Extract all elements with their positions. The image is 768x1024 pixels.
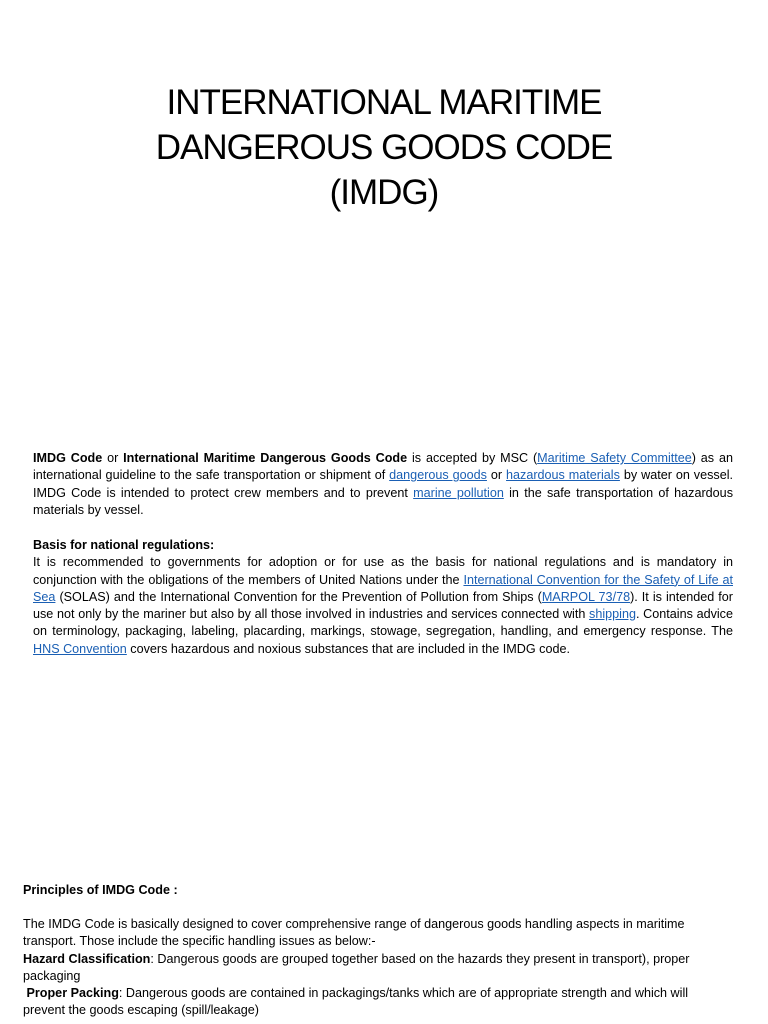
link-hazardous-materials[interactable]: hazardous materials (506, 468, 620, 483)
intro-text: in the safe transportation of hazardous materials by vessel. (33, 485, 733, 517)
principles-heading: Principles of IMDG Code : (23, 883, 178, 897)
link-marine-pollution[interactable]: marine pollution (413, 485, 504, 500)
link-solas[interactable]: International Convention for the Safety of Life at Sea (33, 572, 733, 604)
page-title (0, 80, 768, 215)
hazard-classification-text: : Dangerous goods are grouped together based on the hazards they present in transport), proper packaging (23, 951, 690, 983)
link-marpol[interactable]: MARPOL 73/78 (541, 589, 631, 604)
imdg-code-term: IMDG Code (33, 451, 103, 465)
link-hns-convention[interactable]: HNS Convention (33, 641, 127, 656)
title-line-3: (IMDG) (329, 173, 439, 212)
intro-text: or (486, 468, 507, 483)
basis-text: (SOLAS) and the International Convention for the Prevention of Pollution from Ships ( (55, 589, 542, 604)
basis-section (33, 537, 733, 658)
intro-paragraph (33, 450, 733, 519)
hazard-classification-label: Hazard Classification (23, 951, 151, 966)
intro-text: is accepted by MSC ( (407, 451, 538, 465)
proper-packing-item (23, 985, 723, 1020)
basis-text: covers hazardous and noxious substances that are included in the IMDG code. (126, 641, 570, 656)
basis-heading: Basis for national regulations: (33, 538, 215, 552)
link-maritime-safety-committee[interactable]: Maritime Safety Committee (537, 451, 692, 465)
hazard-classification-item (23, 951, 723, 986)
basis-text: It is recommended to governments for adoption or for use as the basis for national regulations and is mandatory in conjunction with the obligations of the members of United Nations under the (33, 555, 733, 587)
principles-intro: The IMDG Code is basically designed to cover comprehensive range of dangerous goods handling aspects in maritime transport. Those include the specific handling issues as below:- (23, 917, 685, 949)
intro-text: or (102, 451, 124, 465)
link-shipping[interactable]: shipping (589, 607, 636, 622)
basis-paragraph (33, 554, 733, 658)
proper-packing-label: Proper Packing (23, 986, 119, 1001)
principles-section (23, 916, 723, 1020)
intro-text: ) as an international guideline to the safe transportation or shipment of (33, 451, 733, 483)
link-dangerous-goods[interactable]: dangerous goods (389, 468, 487, 483)
intro-text: by water on vessel. IMDG Code is intended to protect crew members and to prevent (33, 468, 733, 500)
basis-text: . Contains advice on terminology, packaging, labeling, placarding, markings, stowage, segregation, handling, and emergency response. The (33, 607, 733, 639)
title-line-1: INTERNATIONAL MARITIME (166, 83, 602, 122)
basis-text: ). It is intended for use not only by the mariner but also by all those involved in industries and services connected with (33, 589, 733, 622)
title-line-2: DANGEROUS GOODS CODE (155, 128, 613, 167)
proper-packing-text: : Dangerous goods are contained in packagings/tanks which are of appropriate strength and which will prevent the goods escaping (spill/leakage) (23, 986, 689, 1018)
imdg-full-name-term: International Maritime Dangerous Goods Code (123, 451, 408, 465)
